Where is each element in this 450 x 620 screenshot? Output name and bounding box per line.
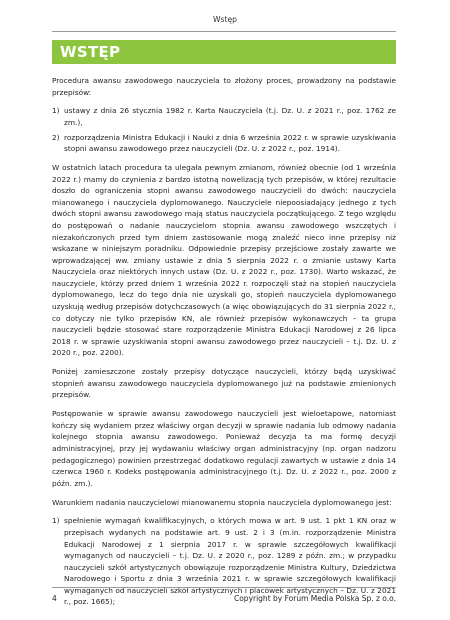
list-item (52, 105, 396, 128)
list-number: 1) (52, 516, 60, 526)
section-title: WSTĘP (60, 43, 121, 61)
paragraph-intro: Procedura awansu zawodowego nauczyciela to złożony proces, prowadzony na podstawie przepisów: (52, 76, 396, 97)
footer-divider (52, 587, 396, 588)
body-text (52, 75, 396, 615)
section-banner (52, 40, 396, 64)
running-header: Wstęp (213, 15, 237, 24)
list-text: rozporządzenia Ministra Edukacji i Nauki z dnia 6 września 2022 r. w sprawie uzyskiwania stopni awansu zawodowego przez nauczycieli (Dz. U. z 2022 r., poz. 1914). (64, 132, 396, 154)
paragraph-changes: W ostatnich latach procedura ta ulegała pewnym zmianom, również obecnie (od 1 września 2022 r.) mamy do czynienia z bardzo istotną nowelizacją tych przepisów, w której rezultacie doszło do ograniczenia stopni awansu zawodowego nauczycieli do dwóch: nauczyciela mianowanego i nauczyciela dyplomowanego. Nauczyciele niepoosiadający jednego z tych dwóch stopni awansu zawodowego mają status nauczyciela początkującego. Z tego względu do postępowań o nadanie nauczycielom stopnia awansu zawodowego wszczętych i niezakończonych przed tym dniem zastosowanie mogą znaleźć nieco inne przepisy niż wskazane w niniejszym poradniku. Odpowiednie przepisy przejściowe zostały zawarte we wprowadzającej ww. zmiany ustawie z dnia 5 sierpnia 2022 r. o zmianie ustawy Karta Nauczyciela oraz niektórych innych ustaw (Dz. U. z 2022 r., poz. 1730). Warto wskazać, że nauczyciele, którzy przed dniem 1 września 2022 r. rozpoczęli staż na stopień nauczyciela dyplomowanego, lecz do tego dnia nie uzyskali go, stopień nauczyciela dyplomowanego uzyskują według przepisów dotychczasowych (a więc obowiązujących do 31 sierpnia 2022 r., co dotyczy nie tylko przepisów KN, ale również przepisów wykonawczych – ta grupa nauczycieli będzie stosować stare rozporządzenie Ministra Edukacji Narodowej z 26 lipca 2018 r. w sprawie uzyskiwania stopni awansu zawodowego przez nauczycieli – t.j. Dz. U. z 2020 r., poz. 2200). (52, 162, 396, 358)
paragraph-procedure: Postępowanie w sprawie awansu zawodowego nauczycieli jest wieloetapowe, natomiast kończy się wydaniem przez właściwy organ decyzji w sprawie nadania lub odmowy nadania kolejnego stopnia awansu zawodowego. Ponieważ decyzja ta ma formę decyzji administracyjnej, przy jej wydawaniu właściwy organ administracyjny (np. organ nadzoru pedagogicznego) powinien przestrzegać dodatkowo regulacji zawartych w ustawie z dnia 14 czerwca 1960 r. Kodeks postępowania administracyjnego (t.j. Dz. U. z 2022 r., poz. 2000 z późn. zm.). (52, 409, 396, 488)
list-number: 1) (52, 106, 60, 116)
regulations-list (52, 105, 396, 154)
list-number: 2) (52, 132, 60, 142)
header-divider (52, 31, 396, 32)
page-number: 4 (52, 594, 57, 603)
paragraph-below: Poniżej zamieszczone zostały przepisy dotyczące nauczycieli, którzy będą uzyskiwać stopnień awansu zawodowego nauczyciela dyplomowanego już na podstawie zmienionych przepisów. (52, 367, 396, 400)
list-item (52, 132, 396, 155)
list-text: ustawy z dnia 26 stycznia 1982 r. Karta Nauczyciela (t.j. Dz. U. z 2021 r., poz. 1762 ze zm.), (64, 106, 396, 127)
paragraph-condition: Warunkiem nadania nauczycielowi mianowanemu stopnia nauczyciela dyplomowanego jest: (52, 497, 392, 507)
list-text: spełnienie wymagań kwalifikacyjnych, o których mowa w art. 9 ust. 1 pkt 1 KN oraz w przepisach wydanych na podstawie art. 9 ust. 2 i 3 (m.in. rozporządzenie Ministra Edukacji Narodowej z 1 sierpnia 2017 r. w sprawie szczegółowych kwalifikacji wymaganych od nauczycieli – t.j. Dz. U. z 2020 r., poz. 1289 z późn. zm.; w przypadku nauczycieli szkół artystycznych obowiązuje rozporządzenie Ministra Kultury, Dziedzictwa Narodowego i Sportu z dnia 3 września 2021 r. w sprawie szczegółowych kwalifikacji wymaganych od nauczycieli szkół artystycznych i placówek artystycznych – Dz. U. z 2021 r., poz. 1665); (64, 516, 396, 607)
copyright-notice: Copyright by Forum Media Polska Sp. z o.o. (233, 594, 396, 603)
